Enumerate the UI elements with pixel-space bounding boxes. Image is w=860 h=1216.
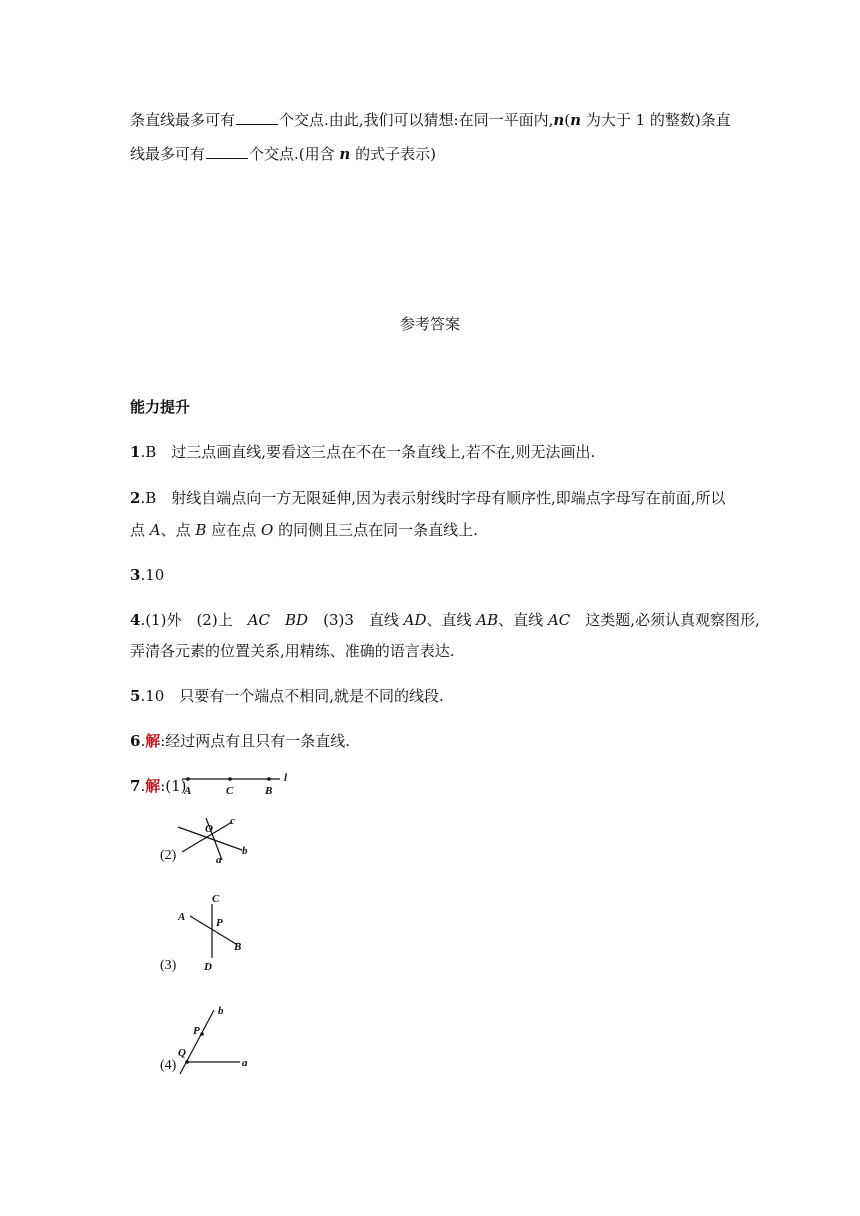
answer-text: :(1) — [160, 777, 187, 795]
text: 个交点.(用含 — [249, 145, 340, 163]
text: 弄清各元素的位置关系,用精练、准确的语言表达. — [130, 642, 455, 660]
var-n: n — [553, 111, 565, 129]
var: B — [195, 521, 207, 539]
answer-blank — [236, 110, 278, 125]
var: AC — [247, 611, 271, 629]
answer-number: 5 — [130, 687, 141, 705]
point-P: P — [216, 917, 223, 929]
answer-5 — [130, 686, 444, 706]
text: 点 — [130, 521, 150, 539]
point-A: A — [178, 911, 186, 923]
figure-3-lines — [172, 892, 257, 972]
answer-3 — [130, 565, 164, 585]
line-a: a — [216, 854, 222, 866]
answer-number: 2 — [130, 489, 141, 507]
answer-2 — [130, 488, 726, 508]
figure-3-label: (3) — [160, 958, 177, 973]
point-Q: Q — [178, 1047, 186, 1059]
var: A — [149, 521, 161, 539]
ray-a: a — [242, 1057, 248, 1069]
text: 应在点 — [206, 521, 261, 539]
answer-6 — [130, 731, 350, 751]
text: 的同侧且三点在同一条直线上. — [273, 521, 478, 539]
line-c: c — [230, 815, 235, 827]
point-A: A — [184, 785, 192, 797]
answer-text: :经过两点有且只有一条直线. — [160, 732, 351, 750]
figure-4-rays — [172, 1000, 262, 1080]
answer-text: .10 — [140, 566, 165, 584]
answer-1 — [130, 442, 595, 462]
answer-number: 4 — [130, 611, 141, 629]
var: AB — [476, 611, 499, 629]
point-B: B — [234, 941, 242, 953]
var: BD — [285, 611, 309, 629]
text: 条直线最多可有 — [130, 111, 236, 129]
var-n: n — [339, 145, 351, 163]
answer-text: .B 过三点画直线,要看这三点在不在一条直线上,若不在,则无法画出. — [140, 443, 596, 461]
solution-label: 解 — [145, 777, 161, 795]
text: 、点 — [160, 521, 196, 539]
answer-2-line-2 — [130, 520, 478, 540]
point-C: C — [226, 785, 234, 797]
page-title: 参考答案 — [399, 315, 460, 333]
text: 的式子表示) — [350, 145, 436, 163]
var: AC — [547, 611, 571, 629]
answer-text: .10 只要有一个端点不相同,就是不同的线段. — [140, 687, 444, 705]
point-P: P — [193, 1025, 200, 1037]
text: ( — [564, 111, 571, 129]
text: 线最多可有 — [130, 145, 206, 163]
var-n: n — [570, 111, 582, 129]
text: 为大于 1 的整数)条直 — [581, 111, 731, 129]
answer-number: 6 — [130, 732, 141, 750]
figure-1-line — [178, 770, 298, 800]
answer-4-line-2 — [130, 641, 455, 661]
text: . — [140, 732, 146, 750]
text — [270, 611, 285, 629]
text: 这类题,必须认真观察图形, — [570, 611, 760, 629]
answer-blank — [206, 144, 248, 159]
text: . — [140, 777, 146, 795]
point-O: O — [205, 823, 213, 835]
figure-2-label: (2) — [160, 848, 177, 863]
text: 、直线 — [498, 611, 548, 629]
solution-label: 解 — [145, 732, 161, 750]
var: AD — [403, 611, 427, 629]
point-B: B — [265, 785, 273, 797]
point-C: C — [212, 893, 220, 905]
section-heading: 能力提升 — [130, 398, 191, 416]
text: (3)3 直线 — [308, 611, 404, 629]
figure-4-label: (4) — [160, 1058, 177, 1073]
line-l: l — [284, 772, 288, 784]
point-D: D — [204, 961, 212, 972]
intro-line-1 — [130, 110, 731, 130]
answer-number: 7 — [130, 777, 141, 795]
answer-number: 1 — [130, 443, 141, 461]
ray-b: b — [218, 1005, 224, 1017]
var: O — [260, 521, 274, 539]
intro-line-2 — [130, 144, 436, 164]
figure-2-lines — [172, 812, 257, 867]
line-b: b — [242, 845, 248, 857]
answer-text: .B 射线自端点向一方无限延伸,因为表示射线时字母有顺序性,即端点字母写在前面,所以 — [140, 489, 726, 507]
answer-4 — [130, 610, 760, 630]
text: 个交点.由此,我们可以猜想:在同一平面内, — [279, 111, 554, 129]
text: 、直线 — [426, 611, 477, 629]
text: .(1)外 (2)上 — [140, 611, 248, 629]
answer-number: 3 — [130, 566, 141, 584]
